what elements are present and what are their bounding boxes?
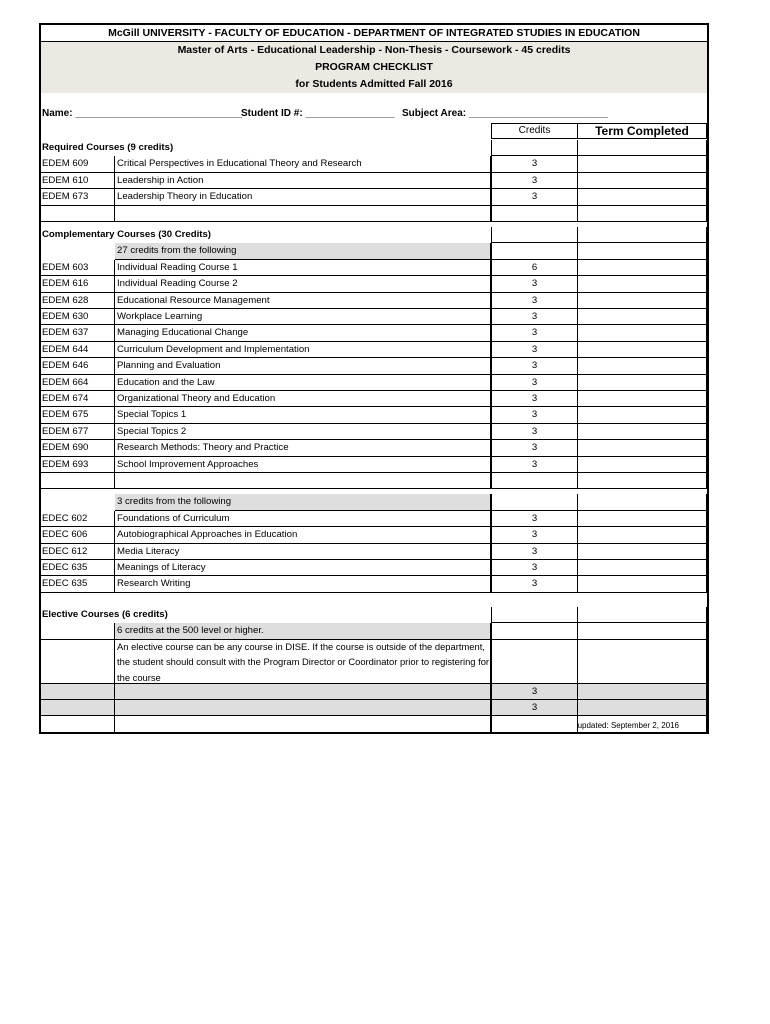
- course-title: Individual Reading Course 2: [115, 276, 491, 292]
- course-title: Research Methods: Theory and Practice: [115, 440, 491, 456]
- table-row: [41, 173, 707, 189]
- term-completed-cell: [578, 511, 707, 527]
- elective-note: An elective course can be any course in DISE. If the course is outside of the department, the student should consult with the Program Director or Coordinator prior to registering for the course: [117, 640, 490, 683]
- course-credits: [491, 607, 578, 623]
- elective-note-row: [41, 640, 707, 684]
- table-row: [41, 309, 707, 325]
- complementary-section-title: Complementary Courses (30 Credits): [42, 229, 212, 240]
- course-title: [115, 716, 491, 732]
- course-code: EDEM 675: [41, 407, 115, 423]
- term-completed-cell: [578, 576, 707, 592]
- group-label-row: [41, 494, 707, 510]
- term-completed-cell: [578, 494, 707, 510]
- course-code: EDEM 616: [41, 276, 115, 292]
- table-row: [41, 325, 707, 341]
- course-title: Workplace Learning: [115, 309, 491, 325]
- term-completed-cell: [578, 206, 707, 222]
- course-code: EDEM 664: [41, 375, 115, 391]
- course-code: [41, 700, 115, 716]
- course-code: EDEM 637: [41, 325, 115, 341]
- course-title: Special Topics 1: [115, 407, 491, 423]
- course-credits: 3: [491, 375, 578, 391]
- course-credits: 3: [491, 293, 578, 309]
- course-credits: 3: [491, 276, 578, 292]
- section-row: [41, 227, 707, 243]
- table-row: [41, 407, 707, 423]
- course-title: [115, 684, 491, 700]
- course-code: EDEM 610: [41, 173, 115, 189]
- term-completed-cell: [578, 440, 707, 456]
- term-completed-cell: [578, 407, 707, 423]
- term-completed-cell: [578, 424, 707, 440]
- term-completed-cell: [578, 527, 707, 543]
- course-code: [41, 623, 115, 639]
- course-code: [41, 227, 115, 243]
- term-completed-cell: [578, 358, 707, 374]
- course-title: Education and the Law: [115, 375, 491, 391]
- course-code: EDEM 673: [41, 189, 115, 205]
- course-title: Organizational Theory and Education: [115, 391, 491, 407]
- subject-area-field: Subject Area: _________________________: [402, 108, 608, 119]
- course-title: 3 credits from the following: [115, 494, 491, 510]
- term-completed-cell: [578, 623, 707, 639]
- table-row: [41, 576, 707, 592]
- course-code: EDEM 674: [41, 391, 115, 407]
- course-title: Autobiographical Approaches in Education: [115, 527, 491, 543]
- course-title: Managing Educational Change: [115, 325, 491, 341]
- table-row: [41, 544, 707, 560]
- course-credits: [491, 227, 578, 243]
- course-code: EDEM 646: [41, 358, 115, 374]
- course-credits: 3: [491, 544, 578, 560]
- term-completed-cell: [578, 375, 707, 391]
- course-title: Research Writing: [115, 576, 491, 592]
- course-code: EDEC 606: [41, 527, 115, 543]
- table-row: [41, 684, 707, 700]
- course-title: [115, 140, 491, 156]
- course-title: Critical Perspectives in Educational Theory and Research: [115, 156, 491, 172]
- term-completed-cell: [578, 173, 707, 189]
- course-title: [115, 607, 491, 623]
- term-completed-cell: [578, 189, 707, 205]
- course-code: EDEC 635: [41, 576, 115, 592]
- course-title: 27 credits from the following: [115, 243, 491, 259]
- section-row: [41, 607, 707, 623]
- course-code: EDEM 603: [41, 260, 115, 276]
- term-completed-cell: [578, 607, 707, 623]
- course-title: Educational Resource Management: [115, 293, 491, 309]
- course-title: Leadership Theory in Education: [115, 189, 491, 205]
- course-credits: [491, 640, 578, 684]
- course-credits: [491, 206, 578, 222]
- term-completed-cell: [578, 560, 707, 576]
- table-row: [41, 156, 707, 172]
- course-credits: 3: [491, 511, 578, 527]
- course-code: [41, 243, 115, 259]
- course-credits: [491, 140, 578, 156]
- term-completed-cell: [578, 309, 707, 325]
- course-credits: 3: [491, 391, 578, 407]
- course-code: [41, 494, 115, 510]
- term-completed-cell: [578, 260, 707, 276]
- table-row: [41, 189, 707, 205]
- course-code: EDEM 693: [41, 457, 115, 473]
- course-code: EDEC 635: [41, 560, 115, 576]
- course-credits: 3: [491, 358, 578, 374]
- table-row: [41, 700, 707, 716]
- admission-term: for Students Admitted Fall 2016: [295, 78, 453, 90]
- course-code: [41, 473, 115, 489]
- credits-column-header: Credits: [491, 123, 578, 139]
- course-credits: [491, 243, 578, 259]
- course-code: [41, 607, 115, 623]
- course-code: EDEC 602: [41, 511, 115, 527]
- course-title: [115, 700, 491, 716]
- term-completed-cell: [578, 391, 707, 407]
- course-title: [115, 227, 491, 243]
- course-title: [115, 206, 491, 222]
- section-row: [41, 140, 707, 156]
- course-code: EDEM 609: [41, 156, 115, 172]
- course-code: [41, 716, 115, 732]
- table-row: [41, 391, 707, 407]
- course-credits: 3: [491, 407, 578, 423]
- course-title: Special Topics 2: [115, 424, 491, 440]
- course-title: Media Literacy: [115, 544, 491, 560]
- course-credits: [491, 473, 578, 489]
- course-title: Planning and Evaluation: [115, 358, 491, 374]
- course-code: EDEC 612: [41, 544, 115, 560]
- course-code: EDEM 690: [41, 440, 115, 456]
- updated-date: updated: September 2, 2016: [577, 721, 679, 730]
- course-credits: 3: [491, 440, 578, 456]
- table-row: [41, 424, 707, 440]
- table-row: [41, 342, 707, 358]
- course-credits: 3: [491, 189, 578, 205]
- course-credits: 6: [491, 260, 578, 276]
- term-completed-cell: [578, 325, 707, 341]
- course-credits: 3: [491, 325, 578, 341]
- course-credits: [491, 623, 578, 639]
- term-completed-cell: [578, 544, 707, 560]
- program-title: Master of Arts - Educational Leadership - Non-Thesis - Coursework - 45 credits: [177, 44, 571, 56]
- table-row: [41, 473, 707, 489]
- course-credits: [491, 494, 578, 510]
- course-code: [41, 140, 115, 156]
- course-title: Meanings of Literacy: [115, 560, 491, 576]
- course-title: School Improvement Approaches: [115, 457, 491, 473]
- course-credits: 3: [491, 684, 578, 700]
- required-section-title: Required Courses (9 credits): [42, 142, 174, 153]
- course-credits: 3: [491, 700, 578, 716]
- term-completed-cell: [578, 473, 707, 489]
- term-completed-cell: [578, 293, 707, 309]
- course-code: [41, 640, 115, 684]
- course-title: Leadership in Action: [115, 173, 491, 189]
- group-label-row: [41, 623, 707, 639]
- table-row: [41, 276, 707, 292]
- table-row: [41, 511, 707, 527]
- table-row: [41, 560, 707, 576]
- course-code: EDEM 630: [41, 309, 115, 325]
- course-credits: 3: [491, 457, 578, 473]
- elective-section-title: Elective Courses (6 credits): [42, 608, 168, 620]
- term-completed-cell: [578, 700, 707, 716]
- course-credits: 3: [491, 173, 578, 189]
- course-credits: 3: [491, 156, 578, 172]
- course-title: Foundations of Curriculum: [115, 511, 491, 527]
- checklist-title: PROGRAM CHECKLIST: [315, 61, 433, 73]
- term-completed-cell: [578, 140, 707, 156]
- term-completed-cell: [578, 640, 707, 684]
- course-code: [41, 206, 115, 222]
- course-credits: 3: [491, 576, 578, 592]
- course-title: Curriculum Development and Implementation: [115, 342, 491, 358]
- student-id-field: Student ID #: ________________: [241, 108, 395, 119]
- university-header: McGill UNIVERSITY - FACULTY OF EDUCATION - DEPARTMENT OF INTEGRATED STUDIES IN EDUCATION: [41, 25, 707, 42]
- term-completed-cell: [578, 243, 707, 259]
- course-credits: [491, 716, 578, 732]
- course-credits: 3: [491, 424, 578, 440]
- course-title: [115, 473, 491, 489]
- table-row: [41, 375, 707, 391]
- group-label-row: [41, 243, 707, 259]
- term-completed-cell: [578, 156, 707, 172]
- course-title: 6 credits at the 500 level or higher.: [115, 623, 491, 639]
- program-checklist: [39, 23, 709, 734]
- course-credits: 3: [491, 342, 578, 358]
- term-completed-cell: [578, 227, 707, 243]
- term-completed-cell: [578, 342, 707, 358]
- term-completed-cell: [578, 457, 707, 473]
- name-field: Name: ______________________________: [42, 108, 243, 119]
- table-row: [41, 527, 707, 543]
- term-completed-cell: [578, 684, 707, 700]
- table-row: [41, 457, 707, 473]
- course-credits: 3: [491, 309, 578, 325]
- table-row: [41, 440, 707, 456]
- term-column-header: Term Completed: [578, 123, 707, 139]
- course-credits: 3: [491, 560, 578, 576]
- table-row: [41, 358, 707, 374]
- table-row: [41, 206, 707, 222]
- term-completed-cell: [578, 276, 707, 292]
- course-code: EDEM 677: [41, 424, 115, 440]
- course-code: EDEM 628: [41, 293, 115, 309]
- course-credits: 3: [491, 527, 578, 543]
- table-row: [41, 293, 707, 309]
- course-code: EDEM 644: [41, 342, 115, 358]
- course-code: [41, 684, 115, 700]
- table-row: [41, 260, 707, 276]
- course-title: Individual Reading Course 1: [115, 260, 491, 276]
